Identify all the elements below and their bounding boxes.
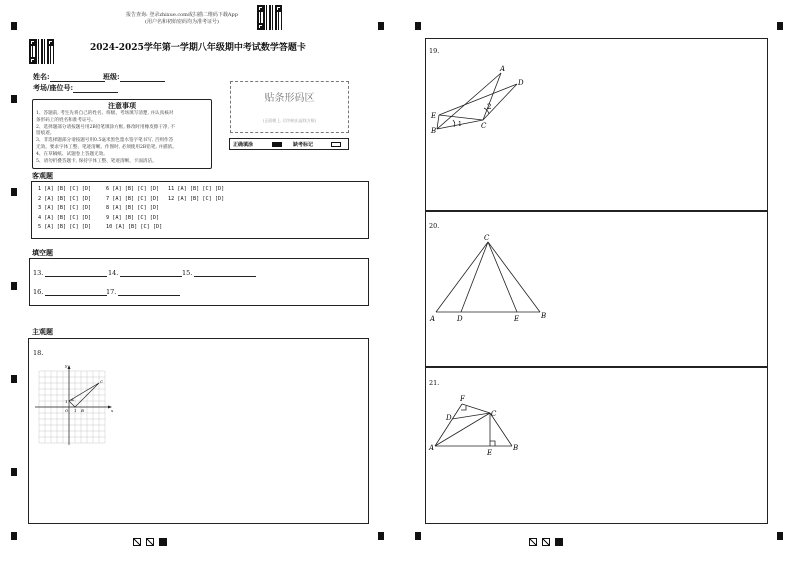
- choice-question-row[interactable]: 9 [A] [B] [C] [D]: [106, 214, 160, 221]
- notes-line: 5、请勿折叠答题卡, 保持字体工整、笔迹清晰、卡面清洁。: [36, 158, 157, 164]
- choice-question-row[interactable]: 1 [A] [B] [C] [D]: [38, 186, 92, 192]
- q19-figure: [429, 61, 539, 141]
- blank-number: 14.: [108, 269, 119, 277]
- section-objective: 客观题: [32, 171, 53, 180]
- origin-label: O: [65, 408, 69, 413]
- blank-14[interactable]: [108, 269, 182, 277]
- q19-angle-1: 1: [458, 121, 462, 128]
- q21-number: 21.: [429, 379, 440, 387]
- room-seat-field[interactable]: [33, 83, 118, 93]
- blank-15[interactable]: [182, 269, 256, 277]
- q21-point-f: F: [460, 395, 465, 403]
- section-fill: 填空题: [32, 248, 53, 257]
- q21-point-b: B: [513, 444, 519, 452]
- name-label: 姓名:: [33, 72, 50, 81]
- barcode-area: [230, 81, 349, 133]
- fill-box: [29, 258, 369, 306]
- q18-answer-box[interactable]: [28, 338, 369, 524]
- q19-number: 19.: [429, 47, 440, 55]
- q20-point-a: A: [430, 315, 436, 323]
- point-b-label: B: [81, 408, 84, 413]
- blank-17[interactable]: [106, 288, 180, 296]
- barcode-hint: (正面朝上, 切勿贴出虚线方框): [262, 118, 317, 123]
- q21-point-a: A: [429, 444, 435, 452]
- notes-line: 3、非选择题部分请按题号用0.5毫米黑色墨水签字笔书写, 否则作答: [36, 138, 174, 144]
- blank-number: 17.: [106, 288, 117, 296]
- q20-number: 20.: [429, 222, 440, 230]
- notice-line: (用户名和初始密码均为准考证号): [145, 19, 219, 25]
- q20-point-b: B: [541, 312, 547, 320]
- timing-mark: [11, 468, 17, 476]
- choice-question-row[interactable]: 5 [A] [B] [C] [D]: [38, 224, 92, 230]
- notes-line: 条形码上的姓名和准考证号。: [36, 117, 96, 123]
- page-marks: [133, 531, 167, 550]
- timing-mark: [415, 22, 421, 30]
- timing-mark: [11, 375, 17, 383]
- choice-question-row[interactable]: 6 [A] [B] [C] [D]: [106, 186, 160, 192]
- timing-mark: [11, 22, 17, 30]
- axis-x-label: x: [111, 408, 114, 413]
- timing-mark: [777, 532, 783, 540]
- absent-mark-label: 缺考标记: [293, 142, 314, 148]
- class-label: 班级:: [103, 72, 120, 81]
- timing-mark: [11, 95, 17, 103]
- q19-point-b: B: [431, 127, 437, 135]
- blank-number: 13.: [33, 269, 44, 277]
- room-label: 考场/座位号:: [33, 83, 74, 92]
- q19-point-a: A: [500, 65, 506, 73]
- q18-coordinate-figure: [33, 363, 117, 449]
- q21-point-e: E: [487, 449, 493, 457]
- page-marks: [529, 531, 563, 550]
- q18-number: 18.: [33, 349, 44, 357]
- notes-line: 2、选择题部分请按题号用2B铅笔填涂方框, 修改时用橡皮擦干净, 不: [36, 124, 176, 130]
- axis-y-label: y: [65, 363, 68, 368]
- q20-point-e: E: [514, 315, 520, 323]
- notice-line: 报告查询: 登录zhixue.com或扫描二维码下载App: [126, 12, 238, 18]
- timing-mark: [777, 22, 783, 30]
- notes-line: 留痕迹。: [36, 131, 55, 137]
- timing-mark: [415, 532, 421, 540]
- timing-mark: [11, 532, 17, 540]
- class-field[interactable]: [103, 72, 165, 82]
- fill-legend: [229, 138, 349, 150]
- name-field[interactable]: [33, 72, 105, 82]
- student-qr-code: [29, 39, 54, 64]
- sheet-title: 2024-2025学年第一学期八年级期中考试数学答题卡: [90, 43, 306, 53]
- point-c-label: C: [100, 379, 104, 384]
- q19-point-d: D: [518, 79, 524, 87]
- blank-16[interactable]: [33, 288, 107, 296]
- section-subjective: 主观题: [32, 327, 53, 336]
- q19-answer-box[interactable]: [425, 38, 768, 211]
- correct-fill-label: 正确填涂: [233, 142, 254, 148]
- q20-point-d: D: [457, 315, 463, 323]
- q19-point-c: C: [481, 122, 487, 130]
- timing-mark: [11, 282, 17, 290]
- objective-box: [31, 181, 369, 239]
- q19-point-e: E: [431, 112, 437, 120]
- q21-point-d: D: [446, 414, 452, 422]
- blank-13[interactable]: [33, 269, 107, 277]
- y-unit-label: 1: [65, 399, 68, 404]
- choice-question-row[interactable]: 10 [A] [B] [C] [D]: [106, 224, 163, 230]
- correct-fill-sample: [272, 142, 282, 147]
- absent-mark-box[interactable]: [331, 142, 341, 147]
- choice-question-row[interactable]: 2 [A] [B] [C] [D]: [38, 195, 92, 202]
- barcode-label: 贴条形码区: [264, 93, 315, 104]
- blank-number: 15.: [182, 269, 193, 277]
- notes-line: 1、答题前, 考生先将自己的姓名、班级、考场填写清楚, 并认真核对: [36, 111, 174, 116]
- app-qr-code: [257, 5, 282, 30]
- q21-point-c: C: [491, 410, 497, 418]
- q21-answer-box[interactable]: [425, 367, 768, 524]
- point-a-label: A: [71, 397, 74, 402]
- blank-number: 16.: [33, 288, 44, 296]
- q20-figure: [428, 230, 553, 325]
- q21-figure: [428, 388, 528, 463]
- choice-question-row[interactable]: 4 [A] [B] [C] [D]: [38, 214, 92, 221]
- choice-question-row[interactable]: 8 [A] [B] [C] [D]: [106, 205, 160, 211]
- notes-box: [32, 99, 212, 169]
- q20-point-c: C: [484, 234, 490, 242]
- choice-question-row[interactable]: 11 [A] [B] [C] [D]: [168, 186, 225, 192]
- q19-angle-2: 2: [487, 103, 492, 111]
- notes-list: [33, 111, 211, 165]
- notes-title: 注意事项: [108, 101, 136, 110]
- notes-line: 无效。要求字体工整、笔迹清晰。作图时, 必须使用2B铅笔, 并描浓。: [36, 144, 177, 150]
- report-notice: [112, 12, 252, 26]
- notes-line: 4、在草稿纸、试题卷上答题无效。: [36, 151, 108, 157]
- choice-question-row[interactable]: 12 [A] [B] [C] [D]: [168, 195, 225, 202]
- x-unit-label: 1: [74, 408, 77, 413]
- timing-mark: [378, 532, 384, 540]
- timing-mark: [378, 22, 384, 30]
- q20-answer-box[interactable]: [425, 211, 768, 367]
- timing-mark: [11, 188, 17, 196]
- choice-question-row[interactable]: 3 [A] [B] [C] [D]: [38, 205, 92, 211]
- choice-question-row[interactable]: 7 [A] [B] [C] [D]: [106, 195, 160, 202]
